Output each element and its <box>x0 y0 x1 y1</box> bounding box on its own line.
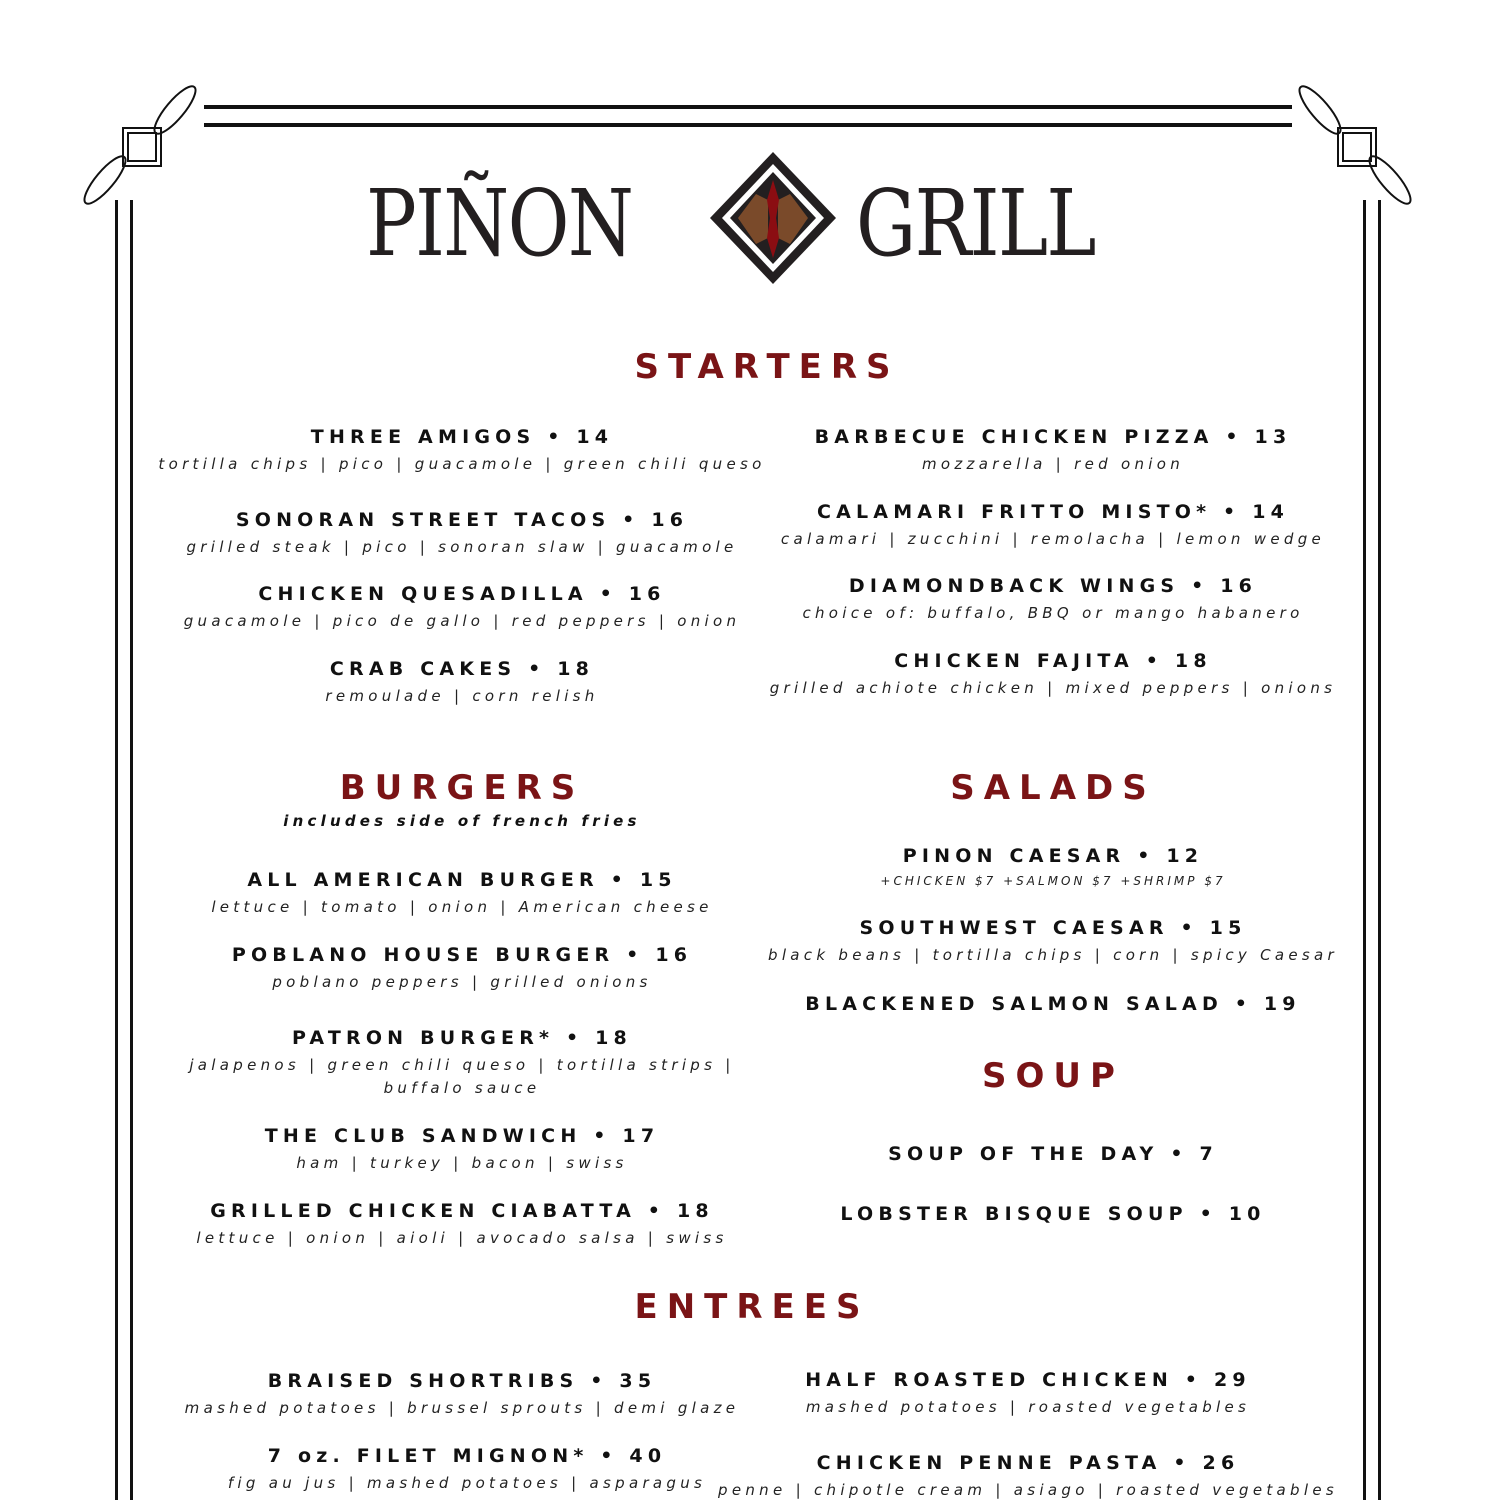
menu-item-description: black beans | tortilla chips | corn | spicy Caesar <box>767 946 1339 964</box>
menu-item-title: POBLANO HOUSE BURGER • 16 <box>231 944 693 966</box>
menu-item-title: SOUTHWEST CAESAR • 15 <box>859 917 1247 939</box>
menu-item-description: lettuce | onion | aioli | avocado salsa | swiss <box>196 1229 728 1247</box>
menu-item-description: ham | turkey | bacon | swiss <box>296 1154 628 1172</box>
menu-item-description: mashed potatoes | roasted vegetables <box>805 1398 1251 1416</box>
starters-heading: STARTERS <box>634 347 900 387</box>
menu-item-title: CALAMARI FRITTO MISTO* • 14 <box>816 501 1290 523</box>
logo-right-word: GRILL <box>856 170 1095 277</box>
diamond-logo-icon <box>706 150 840 286</box>
menu-item-description: calamari | zucchini | remolacha | lemon wedge <box>780 530 1326 548</box>
entrees-heading: ENTREES <box>634 1287 870 1327</box>
menu-item-title: CHICKEN QUESADILLA • 16 <box>258 583 666 605</box>
menu-item-title: PINON CAESAR • 12 <box>902 845 1204 867</box>
soup-heading: SOUP <box>982 1056 1124 1096</box>
menu-item-title: GRILLED CHICKEN CIABATTA • 18 <box>210 1200 714 1222</box>
menu-item-title: CHICKEN FAJITA • 18 <box>894 650 1212 672</box>
menu-item-description: tortilla chips | pico | guacamole | green chili queso <box>158 455 766 473</box>
border-top-line-2 <box>204 123 1292 127</box>
corner-ornament-icon <box>75 80 210 215</box>
burgers-subtitle: includes side of french fries <box>283 812 641 830</box>
burgers-heading: BURGERS <box>339 768 585 808</box>
menu-item-description: choice of: buffalo, BBQ or mango habanero <box>802 604 1304 622</box>
border-left-line-1 <box>115 200 118 1500</box>
menu-item-title: DIAMONDBACK WINGS • 16 <box>848 575 1258 597</box>
menu-item-description: mozzarella | red onion <box>921 455 1185 473</box>
menu-item-description: jalapenos | green chili queso | tortilla strips | <box>189 1056 735 1074</box>
menu-item-description: fig au jus | mashed potatoes | asparagus <box>227 1474 707 1492</box>
menu-item-description: grilled steak | pico | sonoran slaw | guacamole <box>186 538 738 556</box>
menu-item-description: grilled achiote chicken | mixed peppers | onions <box>769 679 1337 697</box>
salads-heading: SALADS <box>950 768 1156 808</box>
corner-ornament-icon <box>1290 80 1425 215</box>
menu-item-title: BLACKENED SALMON SALAD • 19 <box>805 993 1301 1015</box>
menu-item-description: remoulade | corn relish <box>325 687 599 705</box>
menu-item-title: CHICKEN PENNE PASTA • 26 <box>816 1452 1240 1474</box>
menu-item-title: BARBECUE CHICKEN PIZZA • 13 <box>814 426 1292 448</box>
menu-item-title: LOBSTER BISQUE SOUP • 10 <box>840 1203 1266 1225</box>
border-top-line-1 <box>204 105 1292 109</box>
logo-left-word: PIÑON <box>366 170 633 277</box>
menu-item-description: poblano peppers | grilled onions <box>272 973 652 991</box>
menu-item-title: BRAISED SHORTRIBS • 35 <box>267 1370 657 1392</box>
menu-item-description: mashed potatoes | brussel sprouts | demi glaze <box>184 1399 740 1417</box>
menu-item-title: ALL AMERICAN BURGER • 15 <box>247 869 677 891</box>
menu-item-description: penne | chipotle cream | asiago | roasted vegetables <box>718 1481 1338 1499</box>
menu-item-description: guacamole | pico de gallo | red peppers | onion <box>183 612 741 630</box>
menu-item-description: lettuce | tomato | onion | American cheese <box>211 898 713 916</box>
border-right-line-2 <box>1378 200 1381 1500</box>
border-left-line-2 <box>130 200 133 1500</box>
menu-item-title: SONORAN STREET TACOS • 16 <box>235 509 689 531</box>
menu-item-title: THE CLUB SANDWICH • 17 <box>264 1125 660 1147</box>
menu-item-description: buffalo sauce <box>383 1079 541 1097</box>
menu-item-title: HALF ROASTED CHICKEN • 29 <box>805 1369 1251 1391</box>
restaurant-logo <box>366 150 1166 290</box>
menu-item-title: 7 oz. FILET MIGNON* • 40 <box>267 1445 667 1467</box>
menu-item-description: +CHICKEN $7 +SALMON $7 +SHRIMP $7 <box>880 874 1226 888</box>
menu-item-title: SOUP OF THE DAY • 7 <box>888 1143 1218 1165</box>
menu-item-title: PATRON BURGER* • 18 <box>292 1027 632 1049</box>
border-right-line-1 <box>1363 200 1366 1500</box>
menu-item-title: THREE AMIGOS • 14 <box>310 426 614 448</box>
menu-item-title: CRAB CAKES • 18 <box>329 658 595 680</box>
